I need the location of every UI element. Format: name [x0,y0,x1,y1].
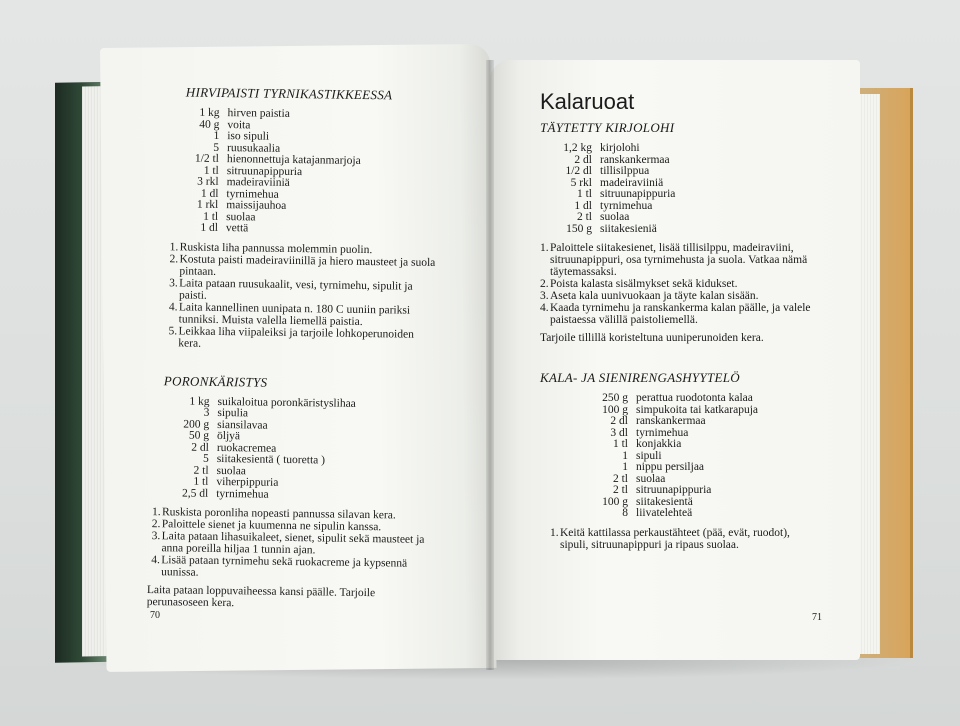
step-text: Paloittele sienet ja kuumenna ne sipulin kanssa. [161,518,382,534]
ingredient-quantity: 150 g [566,222,592,235]
step-list [540,242,812,326]
ingredient-list [548,392,830,519]
ingredient-name: ruusukaalia [227,141,281,155]
step-number: 1. [151,506,161,519]
ingredient-row [548,473,830,485]
ingredient-name: ruokacremea [216,441,277,455]
ingredient-name: hienonnettuja katajanmarjoja [226,153,361,167]
ingredient-list [178,106,450,236]
ingredient-quantity: 1 tl [193,475,209,488]
right-page-content [540,89,830,557]
ingredient-quantity: 1 [213,129,220,142]
step-text: Laita kannellinen uunipata n. 180 C uuniin pariksi tunniksi. Muista valella liemellä paistia. [178,300,411,328]
step-list [151,506,436,582]
ingredient-quantity: 50 g [188,429,210,442]
ingredient-quantity: 2 dl [610,415,628,427]
left-page-content [143,82,450,612]
ingredient-name: nippu persiljaa [636,461,705,473]
ingredient-name: tyrnimehua [600,199,653,212]
step-item [151,554,435,582]
step-item [540,242,812,278]
ingredient-list [164,395,445,502]
ingredient-quantity: 3 dl [610,426,628,439]
step-number: 1. [540,242,549,254]
recipe-title: PORONKÄRISTYS [163,372,268,390]
ingredient-name: liivatelehteä [636,507,693,519]
ingredient-name: ranskankermaa [600,153,670,166]
ingredient-name: vettä [225,222,249,235]
ingredient-row [546,200,830,212]
ingredient-name: suolaa [600,211,630,223]
ingredient-quantity: 1 [622,449,628,462]
ingredient-name: siitakesientä [636,495,693,508]
ingredient-name: öljyä [216,429,241,443]
step-text: Aseta kala uunivuokaan ja täyte kalan sisään. [550,290,759,302]
ingredient-quantity: 2,5 dl [181,486,209,500]
step-text: Kostuta paisti madeiraviinillä ja hiero mausteet ja suola pintaan. [179,252,436,278]
ingredient-quantity: 2 dl [574,153,592,166]
ingredient-quantity: 1 dl [200,187,219,200]
ingredient-row [548,461,830,473]
ingredient-quantity: 1 tl [612,438,628,450]
ingredient-quantity: 1 dl [200,221,219,234]
step-number: 1. [550,526,559,539]
step-number: 4. [168,300,178,313]
step-text: Lisää pataan tyrnimehu sekä ruokacreme ja kypsennä uunissa. [161,554,408,579]
ingredient-quantity: 2 tl [193,464,209,477]
ingredient-name: madeiraviiniä [226,176,290,189]
step-item [540,290,812,302]
ingredient-row [546,211,830,223]
ingredient-name: viherpippuria [216,475,279,489]
ingredient-row [548,484,830,496]
step-text: Ruskista liha pannussa molemmin puolin. [179,240,373,256]
ingredient-quantity: 1 rkl [196,198,219,211]
ingredient-quantity: 200 g [183,417,210,431]
ingredient-name: sitruunapippuria [636,484,712,496]
step-number: 3. [169,276,178,289]
ingredient-row [546,177,830,189]
ingredient-name: iso sipuli [227,130,270,143]
ingredient-name: tyrnimehua [216,487,269,501]
ingredient-quantity: 100 g [602,403,628,416]
step-number: 3. [540,290,549,302]
step-text: Paloittele siitakesienet, lisää tillisilppu, madeiraviini, sitruunapippuri, osa tyrnimehusta ja suola. Vatkaa nämä täytemassaksi. [550,242,808,278]
ingredient-name: maissijauhoa [226,199,287,212]
ingredient-row [548,450,830,462]
step-text: Keitä kattilassa perkaustähteet (pää, evät, ruodot), sipuli, sitruunapippuri ja ripaus suolaa. [560,526,790,551]
ingredient-name: siitakesientä ( tuoretta ) [216,452,326,467]
ingredient-name: madeiraviiniä [600,176,664,189]
section-heading: Kalaruoat [540,89,635,114]
ingredient-quantity: 5 rkl [570,176,592,189]
ingredient-quantity: 2 tl [612,472,628,485]
book-gutter [486,60,494,670]
ingredient-name: suolaa [216,464,247,477]
ingredient-name: tyrnimehua [636,426,689,439]
recipe-title: HIRVIPAISTI TYRNIKASTIKKEESSA [185,84,393,103]
ingredient-name: siansilavaa [217,418,268,432]
ingredient-row [178,221,448,236]
ingredient-row [548,415,830,427]
ingredient-quantity: 250 g [602,392,628,404]
ingredient-quantity: 1 dl [574,199,592,212]
ingredient-quantity: 1 tl [203,164,219,177]
ingredient-row [548,427,830,439]
ingredient-quantity: 3 rkl [197,175,219,188]
ingredient-name: simpukoita tai katkarapuja [636,403,758,416]
step-number: 1. [169,240,179,253]
ingredient-quantity: 3 [203,406,210,419]
ingredient-row [546,223,830,235]
step-number: 3. [151,530,161,543]
ingredient-name: sipulia [217,406,249,420]
ingredient-quantity: 1 [622,461,628,473]
step-number: 2. [540,278,549,290]
step-text: Laita pataan ruusukaalit, vesi, tyrnimehu, sipulit ja paisti. [178,276,413,302]
ingredient-row [546,165,830,177]
ingredient-quantity: 2 dl [191,441,209,454]
step-text: Ruskista poronliha nopeasti pannussa silavan kera. [161,506,396,522]
ingredient-quantity: 40 g [199,118,220,131]
ingredient-name: sitruunapippuria [600,188,676,200]
step-item [168,325,438,353]
recipe-title: KALA- JA SIENIRENGASHYYTELÖ [540,370,740,385]
step-text: Poista kalasta sisälmykset sekä kidukset. [550,278,738,290]
step-number: 5. [168,324,178,337]
step-text: Laita pataan lihasuikaleet, sienet, sipulit sekä mausteet ja anna poreilla hiljaa 1 tunnin ajan. [161,530,425,557]
ingredient-row [546,154,830,166]
step-number: 2. [169,252,179,265]
step-text: Leikkaa liha viipaleiksi ja tarjoile lohkoperunoiden kera. [178,324,414,350]
ingredient-quantity: 2 tl [612,484,628,496]
ingredient-name: sipuli [636,449,662,462]
ingredient-quantity: 2 tl [576,211,592,223]
recipe-note: Laita pataan loppuvaiheessa kansi päälle. Tarjoile perunasoseen kera. [146,584,376,610]
step-number: 2. [151,518,161,531]
ingredient-name: kirjolohi [600,142,640,154]
ingredient-name: hirven paistia [227,107,290,120]
ingredient-name: siitakesieniä [600,222,657,235]
ingredient-quantity: 1 kg [199,106,220,119]
page-number: 70 [150,610,160,621]
ingredient-name: perattua ruodotonta kalaa [636,392,753,404]
ingredient-quantity: 1 kg [189,395,210,408]
step-number: 4. [540,302,549,314]
ingredient-row [546,142,830,154]
step-item [540,302,812,326]
ingredient-row [548,392,830,404]
step-list [550,527,812,551]
ingredient-quantity: 8 [622,507,628,519]
ingredient-quantity: 5 [213,141,220,154]
ingredient-quantity: 1/2 tl [194,152,220,165]
ingredient-row [548,438,830,450]
recipe-note: Tarjoile tillillä koristeltuna uuniperunoiden kera. [540,332,764,344]
ingredient-name: suolaa [636,472,666,485]
step-item [550,527,812,551]
ingredient-quantity: 100 g [602,495,628,508]
page-number: 71 [812,612,822,623]
ingredient-name: tyrnimehua [226,187,279,201]
step-number: 4. [151,554,161,567]
ingredient-name: suikaloitua poronkäristyslihaa [217,395,356,410]
step-text: Kaada tyrnimehu ja ranskankerma kalan päälle, ja valele paistaessa välillä paistoliemellä. [550,302,811,326]
step-item [540,278,812,290]
ingredient-quantity: 1 tl [203,210,219,223]
ingredient-row [546,188,830,200]
ingredient-name: ranskankermaa [636,415,706,427]
ingredient-quantity: 5 [202,452,209,465]
ingredient-row [548,404,830,416]
ingredient-name: tillisilppua [600,165,650,177]
ingredient-list [546,142,830,234]
ingredient-quantity: 1 tl [576,188,592,200]
ingredient-row [548,496,830,508]
ingredient-name: sitruunapippuria [226,164,303,178]
ingredient-row [548,507,830,519]
step-list [168,241,439,353]
ingredient-quantity: 1,2 kg [563,142,592,154]
ingredient-name: suolaa [226,210,256,223]
ingredient-quantity: 1/2 dl [565,165,592,177]
recipe-title: TÄYTETTY KIRJOLOHI [540,120,675,135]
ingredient-name: konjakkia [636,438,682,450]
ingredient-name: voita [227,118,251,131]
